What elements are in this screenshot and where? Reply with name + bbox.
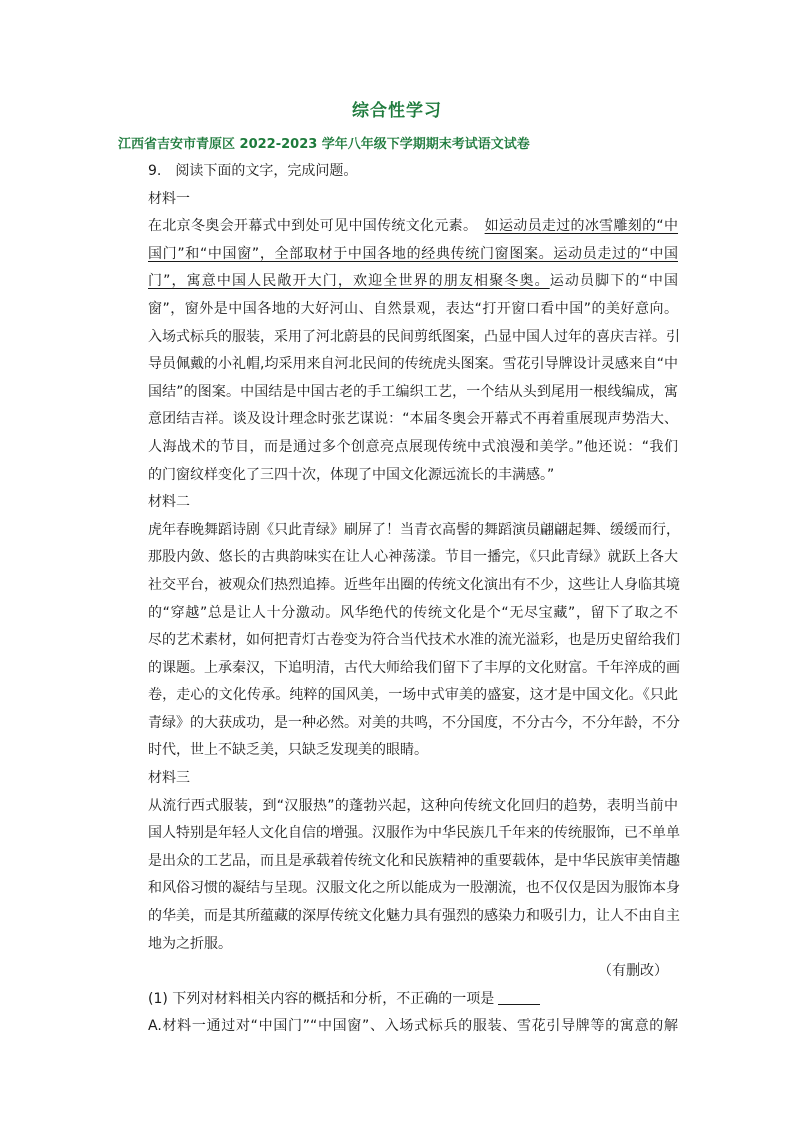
page-title: 综合性学习 (352, 101, 442, 121)
material2-line: 尽的艺术素材，如何把青灯古卷变为符合当代技术水准的流光溢彩，也是历史留给我们 (148, 632, 680, 649)
sub-question-1: (1) 下列对材料相关内容的概括和分析，不正确的一项是 (148, 986, 678, 1014)
answer-blank (498, 990, 540, 1005)
material3-line: 地为之折服。 (148, 935, 232, 952)
material1-heading: 材料一 (148, 190, 190, 207)
underlined-text: 门”，寓意中国人民敞开大门，欢迎全世界的朋友相聚冬奥。 (148, 273, 550, 290)
material3-line: 从流行西式服装，到“汉服热”的蓬勃兴起，这种向传统文化回归的趋势，表明当前中 (148, 797, 678, 814)
option-a: A.材料一通过对“中国门”“中国窗”、入场式标兵的服装、雪花引导牌等的寓意的解 (148, 1018, 678, 1035)
underlined-text: 如运动员走过的冰雪雕刻的“中 (484, 218, 679, 235)
material2-line: 时代，世上不缺乏美，只缺乏发现美的眼睛。 (148, 742, 428, 759)
material1-line: 的门窗纹样变化了三四十次，体现了中国文化源远流长的丰满感。” (148, 466, 555, 483)
material1-line: 人海战术的节目，而是通过多个创意亮点展现传统中式浪漫和美学。”他还说：“我们 (148, 438, 678, 455)
material2-line: 那股内敛、悠长的古典韵味实在让人心神荡漾。节目一播完，《只此青绿》就跃上各大 (148, 549, 678, 566)
exam-source: 江西省吉安市青原区 2022-2023 学年八年级下学期期末考试语文试卷 (118, 137, 530, 152)
material2-line: 的课题。上承秦汉，下追明清，古代大师给我们留下了丰厚的文化财富。千年淬成的画 (148, 659, 680, 676)
material2-line: 社交平台，被观众们热烈追捧。近些年出圈的传统文化演出有不少，这些让人身临其境 (148, 576, 680, 593)
material3-line: 国人特别是年轻人文化自信的增强。汉服作为中华民族几千年来的传统服饰，已不单单 (148, 825, 680, 842)
material3-heading: 材料三 (148, 770, 190, 787)
material1-line: 窗”，窗外是中国各地的大好河山、自然景观，表达“打开窗口看中国”的美好意向。 (148, 300, 678, 317)
material1-line: 国结”的图案。中国结是中国古老的手工编织工艺，一个结从头到尾用一根线编成，寓 (148, 383, 678, 400)
question-number: 9. 阅读下面的文字，完成问题。 (148, 163, 358, 179)
edit-note: （有删改） (598, 963, 668, 980)
material1-line: 门”，寓意中国人民敞开大门，欢迎全世界的朋友相聚冬奥。运动员脚下的“中国 (148, 273, 678, 290)
material1-line: 入场式标兵的服装，采用了河北蔚县的民间剪纸图案，凸显中国人过年的喜庆吉祥。引 (148, 328, 680, 345)
material1-line: 导员佩戴的小礼帽,均采用来自河北民间的传统虎头图案。雪花引导牌设计灵感来自“中 (148, 356, 678, 373)
material2-heading: 材料二 (148, 494, 190, 511)
material2-line: 虎年春晚舞蹈诗剧《只此青绿》刷屏了！当青衣高髻的舞蹈演员翩翩起舞、缓缓而行， (148, 521, 680, 538)
material2-line: 青绿》的大获成功，是一种必然。对美的共鸣，不分国度，不分古今，不分年龄，不分 (148, 714, 680, 731)
material2-line: 卷，走心的文化传承。纯粹的国风美，一场中式审美的盛宴，这才是中国文化。《只此 (148, 687, 678, 704)
question-content (148, 158, 678, 1041)
material1-line: 在北京冬奥会开幕式中到处可见中国传统文化元素。 如运动员走过的冰雪雕刻的“中 (148, 218, 679, 235)
underlined-text: 国门”和“中国窗”，全部取材于中国各地的经典传统门窗图案。运动员走过的“中国 (148, 245, 678, 262)
material3-line: 和风俗习惯的凝结与呈现。汉服文化之所以能成为一股潮流，也不仅仅是因为服饰本身 (148, 880, 680, 897)
material3-line: 的华美，而是其所蕴藏的深厚传统文化魅力具有强烈的感染力和吸引力，让人不由自主 (148, 908, 680, 925)
material1-line (148, 241, 678, 269)
material2-line: 的“穿越”总是让人十分激动。风华绝代的传统文化是个“无尽宝藏”，留下了取之不 (148, 604, 678, 621)
material3-line: 是出众的工艺品，而且是承载着传统文化和民族精神的重要载体，是中华民族审美情趣 (148, 852, 680, 869)
material1-line: 意团结吉祥。谈及设计理念时张艺谋说：“本届冬奥会开幕式不再着重展现声势浩大、 (148, 411, 678, 428)
